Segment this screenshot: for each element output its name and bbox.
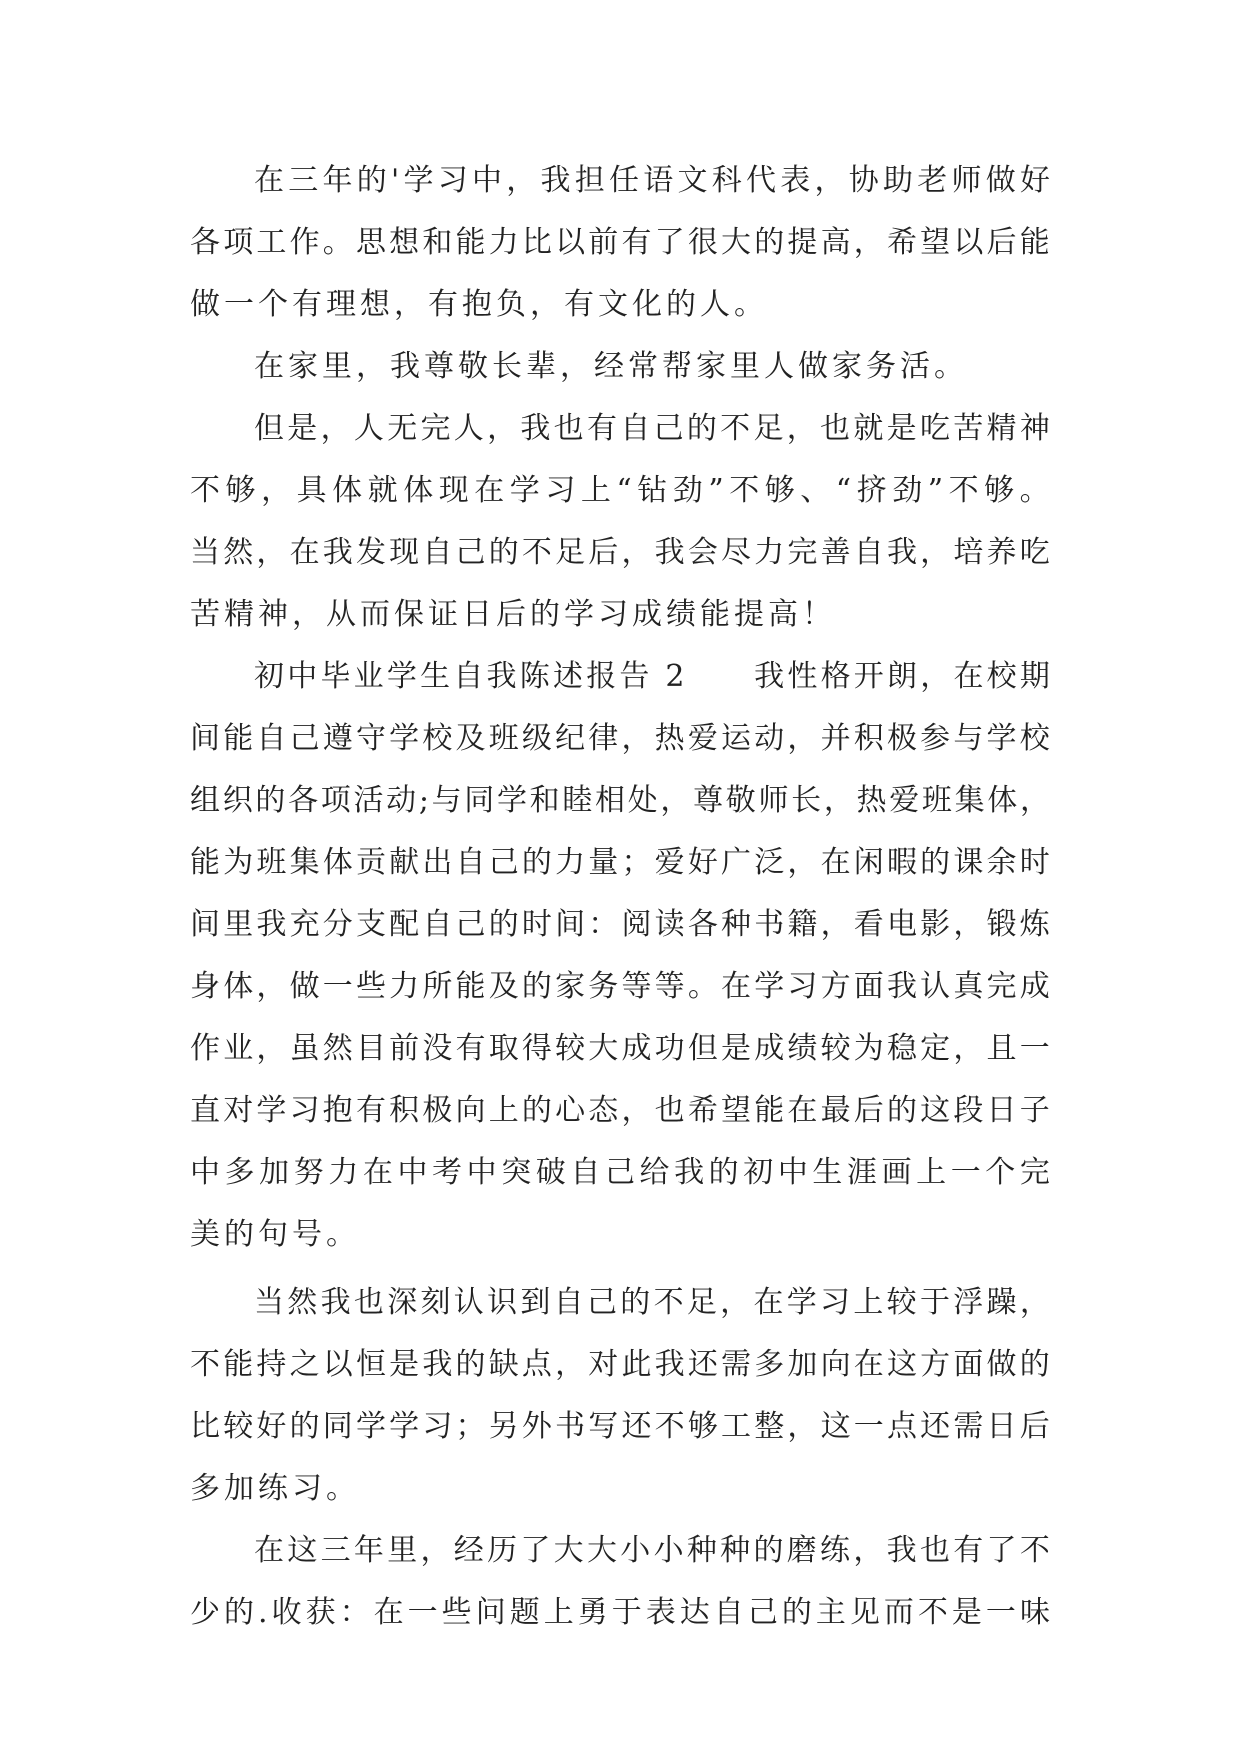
text-line: 当 然 ， 在 我 发 现 自 己 的 不 足 后 ， 我 会 尽 力 完 善 自 我 ， 培 养 吃	[190, 535, 1050, 570]
text-line: 中 多 加 努 力 在 中 考 中 突 破 自 己 给 我 的 初 中 生 涯 画 上 一 个 完	[190, 1155, 1050, 1190]
text-line: 各 项 工 作 。 思 想 和 能 力 比 以 前 有 了 很 大 的 提 高 ， 希 望 以 后 能	[190, 225, 1050, 260]
text-line: 间 里 我 充 分 支 配 自 己 的 时 间 ： 阅 读 各 种 书 籍 ， 看 电 影 ， 锻 炼	[190, 907, 1050, 942]
body-text	[190, 150, 1050, 1644]
text-line: 作 业 ， 虽 然 目 前 没 有 取 得 较 大 成 功 但 是 成 绩 较 为 稳 定 ， 且 一	[190, 1031, 1050, 1066]
text-line: 多加练习。	[190, 1471, 360, 1506]
text-line: 身 体 ， 做 一 些 力 所 能 及 的 家 务 等 等 。 在 学 习 方 面 我 认 真 完 成	[190, 969, 1050, 1004]
text-line: 在家里，我尊敬长辈，经常帮家里人做家务活。	[254, 349, 968, 384]
text-line: 能 为 班 集 体 贡 献 出 自 己 的 力 量 ； 爱 好 广 泛 ， 在 闲 暇 的 课 余 时	[190, 845, 1050, 880]
text-line: 在 这 三 年 里 ， 经 历 了 大 大 小 小 种 种 的 磨 练 ， 我 也 有 了 不	[254, 1533, 1050, 1568]
text-line: 做一个有理想，有抱负，有文化的人。	[190, 287, 768, 322]
text-line: 比 较 好 的 同 学 学 习 ； 另 外 书 写 还 不 够 工 整 ， 这 一 点 还 需 日 后	[190, 1409, 1050, 1444]
text-line: 但 是 ， 人 无 完 人 ， 我 也 有 自 己 的 不 足 ， 也 就 是 吃 苦 精 神	[254, 411, 1050, 446]
text-line: 直 对 学 习 抱 有 积 极 向 上 的 心 态 ， 也 希 望 能 在 最 后 的 这 段 日 子	[190, 1093, 1050, 1128]
text-line: 间 能 自 己 遵 守 学 校 及 班 级 纪 律 ， 热 爱 运 动 ， 并 积 极 参 与 学 校	[190, 721, 1050, 756]
text-line: 组 织 的 各 项 活 动 ; 与 同 学 和 睦 相 处 ， 尊 敬 师 长 ， 热 爱 班 集 体 ，	[190, 783, 1050, 818]
text-line: 不 够 ， 具 体 就 体 现 在 学 习 上 “ 钻 劲 ” 不 够 、 “ 挤 劲 ” 不 够 。	[190, 473, 1050, 508]
text-line: 初 中 毕 业 学 生 自 我 陈 述 报 告 2 我 性 格 开 朗 ， 在 校 期	[254, 659, 1050, 694]
text-line: 少 的 . 收 获 ： 在 一 些 问 题 上 勇 于 表 达 自 己 的 主 见 而 不 是 一 味	[190, 1595, 1050, 1630]
text-line: 在 三 年 的 ' 学 习 中 ， 我 担 任 语 文 科 代 表 ， 协 助 老 师 做 好	[254, 163, 1050, 198]
text-line: 苦精神，从而保证日后的学习成绩能提高！	[190, 597, 836, 632]
text-line: 不 能 持 之 以 恒 是 我 的 缺 点 ， 对 此 我 还 需 多 加 向 在 这 方 面 做 的	[190, 1347, 1050, 1382]
text-line: 美的句号。	[190, 1217, 360, 1252]
text-line: 当 然 我 也 深 刻 认 识 到 自 己 的 不 足 ， 在 学 习 上 较 于 浮 躁 ，	[254, 1285, 1050, 1320]
